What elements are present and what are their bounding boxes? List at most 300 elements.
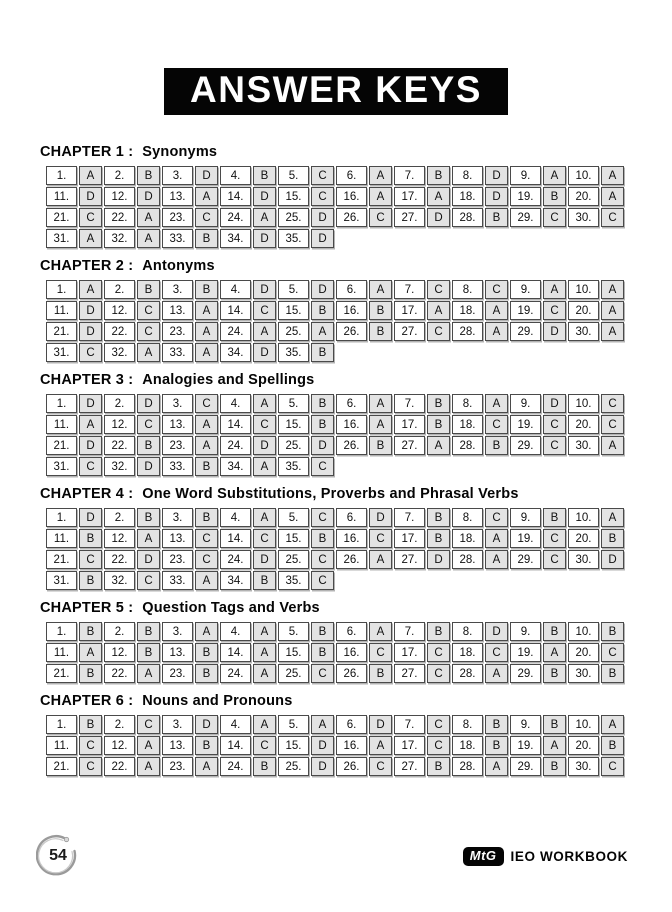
question-number-cell: 13. bbox=[162, 415, 193, 434]
answer-cell: B bbox=[543, 508, 566, 527]
answer-cell: A bbox=[543, 166, 566, 185]
answer-cell: C bbox=[253, 301, 276, 320]
question-number-cell: 20. bbox=[568, 736, 599, 755]
question-number-cell: 9. bbox=[510, 394, 541, 413]
answer-cell: C bbox=[311, 508, 334, 527]
chapter-label: CHAPTER 4 : bbox=[40, 486, 134, 502]
question-number-cell: 13. bbox=[162, 187, 193, 206]
answer-cell: D bbox=[137, 394, 160, 413]
question-number-cell: 5. bbox=[278, 166, 309, 185]
question-number-cell: 29. bbox=[510, 550, 541, 569]
answer-cell: D bbox=[195, 166, 218, 185]
chapter-label: CHAPTER 5 : bbox=[40, 600, 134, 616]
chapter-heading bbox=[40, 258, 628, 274]
chapter-section bbox=[40, 693, 628, 776]
question-number-cell: 6. bbox=[336, 622, 367, 641]
question-number-cell: 8. bbox=[452, 508, 483, 527]
answer-cell: D bbox=[79, 322, 102, 341]
question-number-cell: 2. bbox=[104, 715, 135, 734]
answer-table bbox=[46, 622, 628, 683]
question-number-cell: 20. bbox=[568, 643, 599, 662]
answer-cell: A bbox=[485, 550, 508, 569]
answer-cell: C bbox=[601, 757, 624, 776]
answer-cell: D bbox=[253, 343, 276, 362]
question-number-cell: 4. bbox=[220, 166, 251, 185]
page-number-badge bbox=[36, 834, 80, 878]
answer-cell: C bbox=[253, 736, 276, 755]
answer-cell: B bbox=[311, 643, 334, 662]
question-number-cell: 21. bbox=[46, 322, 77, 341]
answer-cell: A bbox=[601, 322, 624, 341]
answer-cell: C bbox=[195, 529, 218, 548]
chapter-section bbox=[40, 600, 628, 683]
question-number-cell: 15. bbox=[278, 529, 309, 548]
answer-cell: B bbox=[311, 343, 334, 362]
question-number-cell: 24. bbox=[220, 550, 251, 569]
answer-cell: B bbox=[427, 508, 450, 527]
answer-cell: B bbox=[195, 280, 218, 299]
question-number-cell: 26. bbox=[336, 757, 367, 776]
answer-cell: C bbox=[369, 757, 392, 776]
question-number-cell: 31. bbox=[46, 457, 77, 476]
question-number-cell: 25. bbox=[278, 757, 309, 776]
answer-row bbox=[46, 415, 628, 434]
question-number-cell: 33. bbox=[162, 343, 193, 362]
answer-cell: C bbox=[79, 457, 102, 476]
answer-cell: B bbox=[485, 736, 508, 755]
answer-cell: C bbox=[253, 415, 276, 434]
question-number-cell: 19. bbox=[510, 187, 541, 206]
answer-cell: A bbox=[485, 529, 508, 548]
question-number-cell: 14. bbox=[220, 301, 251, 320]
chapter-name: Antonyms bbox=[142, 258, 215, 274]
answer-cell: A bbox=[427, 301, 450, 320]
answer-cell: B bbox=[311, 301, 334, 320]
question-number-cell: 18. bbox=[452, 736, 483, 755]
answer-cell: D bbox=[311, 229, 334, 248]
question-number-cell: 4. bbox=[220, 715, 251, 734]
chapter-section bbox=[40, 372, 628, 476]
question-number-cell: 16. bbox=[336, 301, 367, 320]
question-number-cell: 31. bbox=[46, 571, 77, 590]
question-number-cell: 21. bbox=[46, 208, 77, 227]
question-number-cell: 32. bbox=[104, 229, 135, 248]
answer-cell: A bbox=[485, 301, 508, 320]
answer-row bbox=[46, 229, 628, 248]
question-number-cell: 28. bbox=[452, 208, 483, 227]
answer-table bbox=[46, 508, 628, 590]
question-number-cell: 12. bbox=[104, 643, 135, 662]
answer-cell: D bbox=[543, 394, 566, 413]
answer-cell: A bbox=[195, 322, 218, 341]
question-number-cell: 12. bbox=[104, 415, 135, 434]
question-number-cell: 1. bbox=[46, 715, 77, 734]
answer-table bbox=[46, 394, 628, 476]
question-number-cell: 2. bbox=[104, 622, 135, 641]
answer-cell: D bbox=[485, 187, 508, 206]
chapter-heading bbox=[40, 600, 628, 616]
answer-row bbox=[46, 529, 628, 548]
answer-cell: D bbox=[79, 394, 102, 413]
question-number-cell: 33. bbox=[162, 229, 193, 248]
answer-cell: A bbox=[137, 208, 160, 227]
question-number-cell: 34. bbox=[220, 343, 251, 362]
answer-cell: A bbox=[79, 280, 102, 299]
answer-cell: A bbox=[137, 757, 160, 776]
question-number-cell: 32. bbox=[104, 571, 135, 590]
answer-cell: C bbox=[79, 550, 102, 569]
publisher-brand bbox=[463, 847, 628, 866]
answer-row bbox=[46, 736, 628, 755]
chapter-heading bbox=[40, 486, 628, 502]
answer-cell: A bbox=[137, 229, 160, 248]
answer-cell: C bbox=[543, 208, 566, 227]
answer-cell: A bbox=[195, 415, 218, 434]
chapter-label: CHAPTER 1 : bbox=[40, 144, 134, 160]
answer-cell: D bbox=[137, 187, 160, 206]
question-number-cell: 32. bbox=[104, 457, 135, 476]
question-number-cell: 5. bbox=[278, 622, 309, 641]
question-number-cell: 25. bbox=[278, 664, 309, 683]
question-number-cell: 14. bbox=[220, 736, 251, 755]
question-number-cell: 29. bbox=[510, 757, 541, 776]
chapter-name: Analogies and Spellings bbox=[142, 372, 315, 388]
question-number-cell: 15. bbox=[278, 643, 309, 662]
question-number-cell: 9. bbox=[510, 280, 541, 299]
answer-cell: C bbox=[137, 571, 160, 590]
answer-cell: B bbox=[195, 457, 218, 476]
answer-cell: B bbox=[311, 394, 334, 413]
question-number-cell: 26. bbox=[336, 664, 367, 683]
question-number-cell: 24. bbox=[220, 436, 251, 455]
question-number-cell: 20. bbox=[568, 187, 599, 206]
answer-table bbox=[46, 715, 628, 776]
answer-row bbox=[46, 343, 628, 362]
question-number-cell: 34. bbox=[220, 571, 251, 590]
question-number-cell: 22. bbox=[104, 550, 135, 569]
answer-cell: A bbox=[195, 301, 218, 320]
answer-cell: D bbox=[543, 322, 566, 341]
answer-cell: A bbox=[369, 622, 392, 641]
answer-cell: A bbox=[79, 415, 102, 434]
answer-cell: A bbox=[601, 715, 624, 734]
question-number-cell: 23. bbox=[162, 664, 193, 683]
question-number-cell: 33. bbox=[162, 457, 193, 476]
answer-cell: B bbox=[137, 643, 160, 662]
question-number-cell: 28. bbox=[452, 664, 483, 683]
question-number-cell: 10. bbox=[568, 715, 599, 734]
answer-cell: C bbox=[79, 343, 102, 362]
question-number-cell: 35. bbox=[278, 343, 309, 362]
question-number-cell: 25. bbox=[278, 208, 309, 227]
answer-cell: D bbox=[137, 457, 160, 476]
question-number-cell: 6. bbox=[336, 394, 367, 413]
question-number-cell: 3. bbox=[162, 622, 193, 641]
answer-row bbox=[46, 571, 628, 590]
answer-cell: C bbox=[601, 394, 624, 413]
answer-cell: B bbox=[311, 415, 334, 434]
chapter-heading bbox=[40, 693, 628, 709]
answer-cell: C bbox=[543, 415, 566, 434]
question-number-cell: 1. bbox=[46, 622, 77, 641]
question-number-cell: 28. bbox=[452, 757, 483, 776]
answer-cell: C bbox=[137, 715, 160, 734]
question-number-cell: 26. bbox=[336, 322, 367, 341]
question-number-cell: 8. bbox=[452, 622, 483, 641]
answer-cell: A bbox=[601, 166, 624, 185]
answer-cell: D bbox=[253, 187, 276, 206]
answer-cell: C bbox=[485, 280, 508, 299]
answer-cell: B bbox=[485, 436, 508, 455]
answer-cell: C bbox=[311, 550, 334, 569]
question-number-cell: 6. bbox=[336, 280, 367, 299]
question-number-cell: 8. bbox=[452, 394, 483, 413]
question-number-cell: 10. bbox=[568, 622, 599, 641]
question-number-cell: 34. bbox=[220, 457, 251, 476]
question-number-cell: 35. bbox=[278, 571, 309, 590]
question-number-cell: 34. bbox=[220, 229, 251, 248]
answer-cell: D bbox=[369, 715, 392, 734]
answer-cell: B bbox=[427, 757, 450, 776]
answer-cell: A bbox=[195, 622, 218, 641]
question-number-cell: 12. bbox=[104, 529, 135, 548]
answer-cell: D bbox=[253, 229, 276, 248]
question-number-cell: 6. bbox=[336, 508, 367, 527]
answer-cell: A bbox=[427, 436, 450, 455]
question-number-cell: 18. bbox=[452, 643, 483, 662]
answer-cell: A bbox=[485, 322, 508, 341]
chapter-heading bbox=[40, 372, 628, 388]
question-number-cell: 31. bbox=[46, 343, 77, 362]
answer-cell: B bbox=[543, 757, 566, 776]
question-number-cell: 29. bbox=[510, 436, 541, 455]
answer-cell: C bbox=[543, 436, 566, 455]
question-number-cell: 14. bbox=[220, 415, 251, 434]
question-number-cell: 17. bbox=[394, 643, 425, 662]
question-number-cell: 6. bbox=[336, 715, 367, 734]
answer-cell: A bbox=[427, 187, 450, 206]
question-number-cell: 33. bbox=[162, 571, 193, 590]
answer-cell: D bbox=[427, 550, 450, 569]
question-number-cell: 24. bbox=[220, 322, 251, 341]
answer-cell: A bbox=[137, 343, 160, 362]
answer-cell: C bbox=[543, 550, 566, 569]
page-header bbox=[0, 0, 672, 115]
question-number-cell: 7. bbox=[394, 508, 425, 527]
answer-cell: A bbox=[601, 301, 624, 320]
question-number-cell: 7. bbox=[394, 166, 425, 185]
question-number-cell: 21. bbox=[46, 550, 77, 569]
question-number-cell: 13. bbox=[162, 301, 193, 320]
answer-cell: B bbox=[427, 529, 450, 548]
answer-cell: B bbox=[427, 166, 450, 185]
answer-row bbox=[46, 322, 628, 341]
question-number-cell: 4. bbox=[220, 280, 251, 299]
question-number-cell: 20. bbox=[568, 529, 599, 548]
question-number-cell: 35. bbox=[278, 457, 309, 476]
answer-cell: C bbox=[369, 208, 392, 227]
question-number-cell: 18. bbox=[452, 301, 483, 320]
question-number-cell: 3. bbox=[162, 394, 193, 413]
answer-cell: A bbox=[253, 643, 276, 662]
answer-cell: C bbox=[601, 643, 624, 662]
answer-cell: B bbox=[79, 529, 102, 548]
question-number-cell: 5. bbox=[278, 394, 309, 413]
answer-cell: B bbox=[601, 736, 624, 755]
answer-row bbox=[46, 187, 628, 206]
question-number-cell: 30. bbox=[568, 322, 599, 341]
answer-cell: D bbox=[427, 208, 450, 227]
answer-cell: C bbox=[311, 571, 334, 590]
question-number-cell: 9. bbox=[510, 622, 541, 641]
page-footer bbox=[36, 834, 628, 878]
question-number-cell: 32. bbox=[104, 343, 135, 362]
answer-cell: C bbox=[79, 736, 102, 755]
question-number-cell: 19. bbox=[510, 529, 541, 548]
question-number-cell: 7. bbox=[394, 280, 425, 299]
answer-cell: D bbox=[311, 208, 334, 227]
question-number-cell: 15. bbox=[278, 187, 309, 206]
question-number-cell: 10. bbox=[568, 166, 599, 185]
answer-cell: D bbox=[311, 280, 334, 299]
answer-cell: A bbox=[311, 715, 334, 734]
chapter-section bbox=[40, 486, 628, 590]
question-number-cell: 19. bbox=[510, 415, 541, 434]
answer-cell: B bbox=[369, 664, 392, 683]
question-number-cell: 20. bbox=[568, 415, 599, 434]
question-number-cell: 25. bbox=[278, 322, 309, 341]
question-number-cell: 27. bbox=[394, 550, 425, 569]
answer-cell: B bbox=[253, 757, 276, 776]
answer-cell: B bbox=[137, 166, 160, 185]
answer-cell: C bbox=[427, 736, 450, 755]
answer-cell: B bbox=[543, 715, 566, 734]
question-number-cell: 26. bbox=[336, 550, 367, 569]
answer-row bbox=[46, 643, 628, 662]
chapter-label: CHAPTER 6 : bbox=[40, 693, 134, 709]
question-number-cell: 22. bbox=[104, 757, 135, 776]
chapter-heading bbox=[40, 144, 628, 160]
question-number-cell: 4. bbox=[220, 622, 251, 641]
answer-row bbox=[46, 166, 628, 185]
question-number-cell: 28. bbox=[452, 550, 483, 569]
answer-cell: B bbox=[543, 664, 566, 683]
answer-cell: B bbox=[369, 436, 392, 455]
question-number-cell: 15. bbox=[278, 301, 309, 320]
question-number-cell: 25. bbox=[278, 550, 309, 569]
question-number-cell: 11. bbox=[46, 187, 77, 206]
answer-cell: B bbox=[79, 664, 102, 683]
question-number-cell: 11. bbox=[46, 736, 77, 755]
question-number-cell: 30. bbox=[568, 550, 599, 569]
answer-cell: C bbox=[195, 208, 218, 227]
answer-cell: C bbox=[427, 664, 450, 683]
answer-cell: B bbox=[601, 622, 624, 641]
question-number-cell: 16. bbox=[336, 187, 367, 206]
answer-cell: A bbox=[79, 166, 102, 185]
question-number-cell: 13. bbox=[162, 643, 193, 662]
answer-cell: D bbox=[79, 187, 102, 206]
answer-cell: B bbox=[137, 280, 160, 299]
question-number-cell: 23. bbox=[162, 550, 193, 569]
question-number-cell: 18. bbox=[452, 415, 483, 434]
answer-cell: D bbox=[311, 436, 334, 455]
question-number-cell: 17. bbox=[394, 529, 425, 548]
answer-cell: B bbox=[137, 622, 160, 641]
answer-cell: B bbox=[543, 622, 566, 641]
question-number-cell: 23. bbox=[162, 757, 193, 776]
question-number-cell: 22. bbox=[104, 322, 135, 341]
answer-cell: A bbox=[543, 280, 566, 299]
answer-cell: A bbox=[253, 622, 276, 641]
answer-cell: C bbox=[79, 208, 102, 227]
chapter-label: CHAPTER 2 : bbox=[40, 258, 134, 274]
answer-cell: D bbox=[79, 508, 102, 527]
answer-row bbox=[46, 664, 628, 683]
answer-cell: D bbox=[311, 736, 334, 755]
answer-cell: C bbox=[137, 415, 160, 434]
question-number-cell: 17. bbox=[394, 187, 425, 206]
chapter-label: CHAPTER 3 : bbox=[40, 372, 134, 388]
question-number-cell: 14. bbox=[220, 187, 251, 206]
answer-cell: B bbox=[195, 664, 218, 683]
answer-cell: A bbox=[543, 736, 566, 755]
question-number-cell: 16. bbox=[336, 529, 367, 548]
question-number-cell: 20. bbox=[568, 301, 599, 320]
question-number-cell: 11. bbox=[46, 415, 77, 434]
question-number-cell: 30. bbox=[568, 436, 599, 455]
answer-cell: C bbox=[485, 415, 508, 434]
answer-cell: D bbox=[253, 436, 276, 455]
question-number-cell: 27. bbox=[394, 322, 425, 341]
answer-cell: B bbox=[485, 208, 508, 227]
answer-cell: C bbox=[137, 322, 160, 341]
question-number-cell: 18. bbox=[452, 529, 483, 548]
question-number-cell: 22. bbox=[104, 208, 135, 227]
answer-cell: B bbox=[195, 229, 218, 248]
question-number-cell: 23. bbox=[162, 436, 193, 455]
question-number-cell: 8. bbox=[452, 280, 483, 299]
question-number-cell: 17. bbox=[394, 415, 425, 434]
question-number-cell: 3. bbox=[162, 166, 193, 185]
answer-cell: A bbox=[195, 343, 218, 362]
chapter-name: One Word Substitutions, Proverbs and Phrasal Verbs bbox=[142, 486, 519, 502]
answer-cell: C bbox=[427, 643, 450, 662]
question-number-cell: 15. bbox=[278, 415, 309, 434]
page-title: ANSWER KEYS bbox=[164, 68, 508, 115]
answer-cell: C bbox=[195, 550, 218, 569]
question-number-cell: 26. bbox=[336, 436, 367, 455]
question-number-cell: 3. bbox=[162, 715, 193, 734]
answer-cell: C bbox=[137, 301, 160, 320]
answer-cell: B bbox=[311, 529, 334, 548]
chapter-section bbox=[40, 258, 628, 362]
question-number-cell: 30. bbox=[568, 208, 599, 227]
answer-cell: A bbox=[195, 187, 218, 206]
answer-cell: B bbox=[195, 508, 218, 527]
question-number-cell: 14. bbox=[220, 643, 251, 662]
chapter-section bbox=[40, 144, 628, 248]
question-number-cell: 4. bbox=[220, 508, 251, 527]
question-number-cell: 28. bbox=[452, 436, 483, 455]
answer-row bbox=[46, 550, 628, 569]
answer-row bbox=[46, 280, 628, 299]
answer-cell: B bbox=[427, 415, 450, 434]
question-number-cell: 10. bbox=[568, 280, 599, 299]
answer-table bbox=[46, 166, 628, 248]
answer-cell: A bbox=[369, 415, 392, 434]
answer-row bbox=[46, 436, 628, 455]
